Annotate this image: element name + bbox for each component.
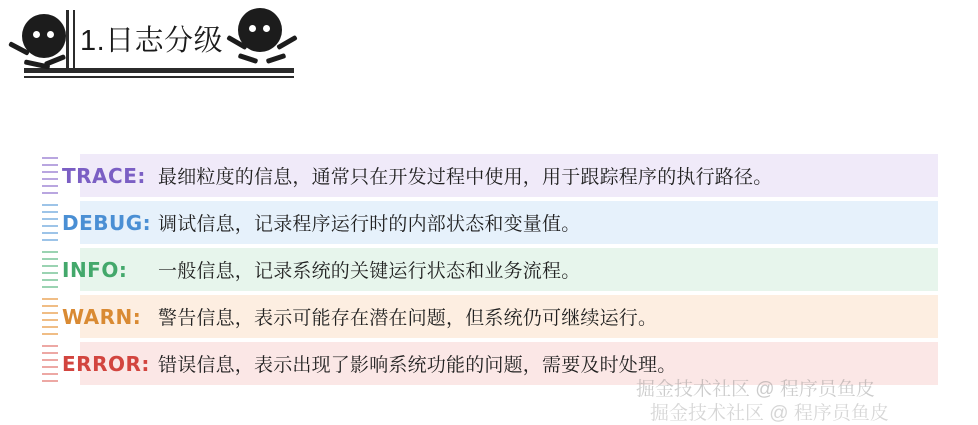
- log-level-description-debug: 调试信息，记录程序运行时的内部状态和变量值。: [158, 214, 581, 235]
- mascot2-eye-left-icon: [249, 25, 256, 32]
- page-title: 1.日志分级: [80, 25, 224, 57]
- mascot2-right-leg-icon: [266, 53, 287, 64]
- header-left-bar-secondary: [73, 10, 75, 70]
- table-row: [40, 152, 938, 199]
- log-level-description-error: 错误信息，表示出现了影响系统功能的问题，需要及时处理。: [158, 355, 677, 376]
- log-level-label-info: INFO:: [62, 257, 128, 282]
- header-underline-secondary: [24, 76, 294, 78]
- log-level-label-warn: WARN:: [62, 304, 142, 329]
- table-row: [40, 340, 938, 387]
- mascot-eye-left-icon: [33, 31, 40, 38]
- table-row: [40, 246, 938, 293]
- log-level-description-trace: 最细粒度的信息，通常只在开发过程中使用，用于跟踪程序的执行路径。: [158, 167, 773, 188]
- log-level-description-warn: 警告信息，表示可能存在潜在问题，但系统仍可继续运行。: [158, 308, 658, 329]
- header-underline: [24, 68, 294, 73]
- mascot2-eye-right-icon: [263, 25, 270, 32]
- mascot2-left-leg-icon: [238, 53, 259, 64]
- table-row: [40, 293, 938, 340]
- page-header: [0, 0, 978, 90]
- header-left-bar: [66, 10, 69, 70]
- log-level-description-info: 一般信息，记录系统的关键运行状态和业务流程。: [158, 261, 581, 282]
- log-level-label-error: ERROR:: [62, 351, 150, 376]
- table-row: [40, 199, 938, 246]
- log-level-label-debug: DEBUG:: [62, 210, 152, 235]
- watermark-primary: 掘金技术社区 @ 程序员鱼皮: [636, 379, 875, 400]
- log-level-label-trace: TRACE:: [62, 163, 146, 188]
- mascot-eye-right-icon: [47, 31, 54, 38]
- log-level-table: [40, 152, 938, 387]
- watermark-secondary: 掘金技术社区 @ 程序员鱼皮: [650, 403, 889, 424]
